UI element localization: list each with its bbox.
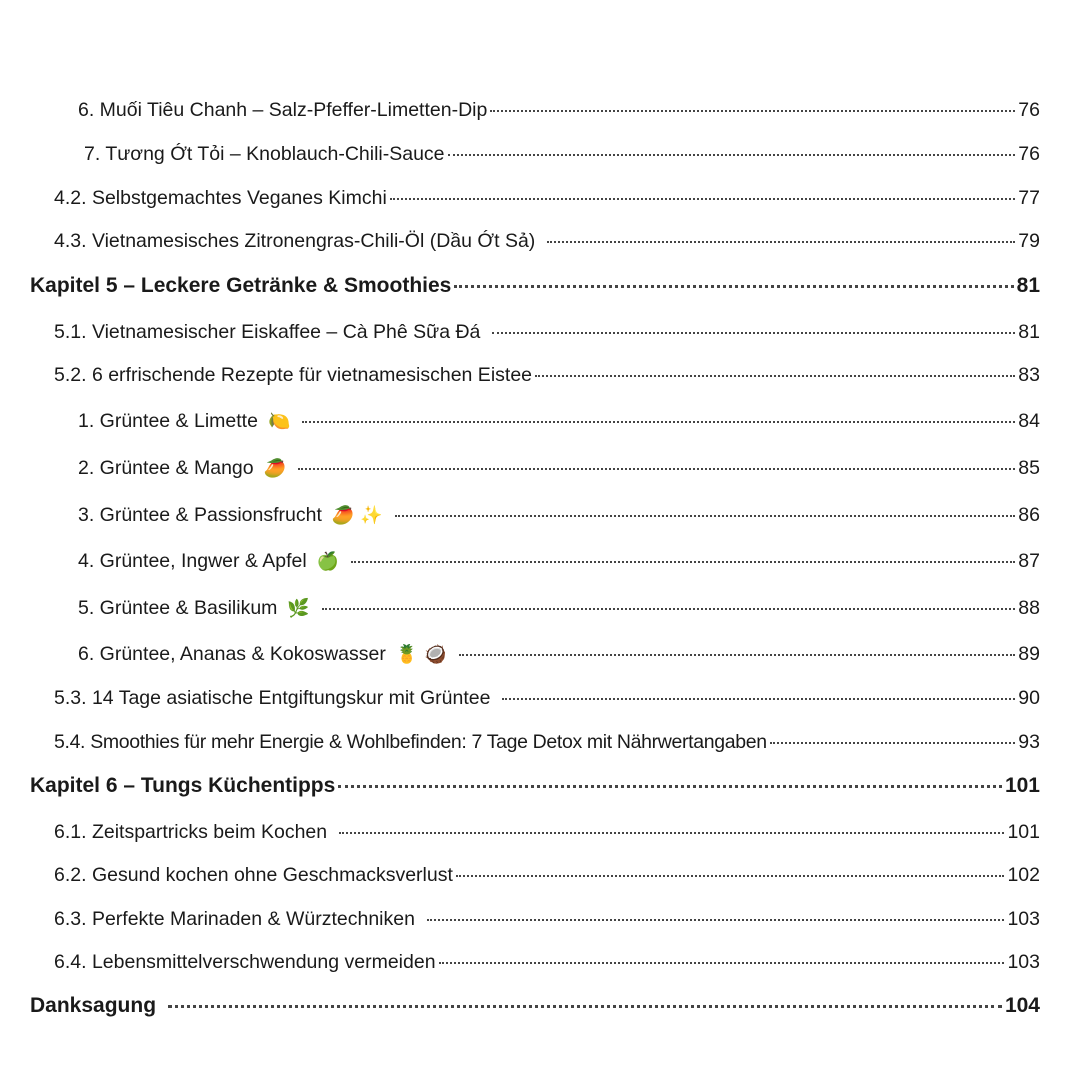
toc-entry-title: 4. Grüntee, Ingwer & Apfel xyxy=(78,550,307,572)
toc-page-number: 101 xyxy=(1004,774,1040,797)
toc-entry-title: 1. Grüntee & Limette xyxy=(78,410,258,432)
toc-page-number: 85 xyxy=(1018,457,1040,479)
toc-page-number: 103 xyxy=(1007,951,1040,973)
mango-icon: 🥭 xyxy=(331,505,355,525)
herb-icon: 🌿 xyxy=(287,598,310,618)
toc-entry-title: 6. Grüntee, Ananas & Kokoswasser xyxy=(78,643,386,665)
toc-entry-5-2[interactable] xyxy=(54,362,1040,388)
toc-page-number: 88 xyxy=(1018,597,1040,619)
dot-leader xyxy=(454,285,1013,288)
toc-entry-danksagung[interactable] xyxy=(30,993,1040,1019)
dot-leader xyxy=(168,1005,1002,1008)
toc-page-number: 86 xyxy=(1018,504,1040,526)
toc-page-number: 81 xyxy=(1018,321,1040,343)
toc-entry-title: 5.4. Smoothies für mehr Energie & Wohlbefinden: 7 Tage Detox mit Nährwertangaben xyxy=(54,731,767,753)
toc-entry-title: 5.1. Vietnamesischer Eiskaffee – Cà Phê Sữa Đá xyxy=(54,321,481,343)
dot-leader xyxy=(492,332,1015,334)
mango-icon: 🥭 xyxy=(263,458,287,478)
toc-entry-tea-5[interactable] xyxy=(78,595,1040,621)
toc-entry-tea-2[interactable] xyxy=(78,455,1040,481)
toc-page-number: 84 xyxy=(1018,410,1040,432)
toc-page-number: 90 xyxy=(1018,687,1040,709)
green-apple-icon: 🍏 xyxy=(316,551,340,571)
dot-leader xyxy=(427,919,1005,921)
toc-page-number: 103 xyxy=(1007,908,1040,930)
sparkles-icon: ✨ xyxy=(360,505,383,525)
toc-page-number: 102 xyxy=(1007,864,1040,886)
toc-chapter-title: Kapitel 5 – Leckere Getränke & Smoothies xyxy=(30,274,452,297)
toc-entry-tea-3[interactable] xyxy=(78,502,1040,528)
toc-page-number: 83 xyxy=(1018,364,1040,386)
toc-entry-title: 4.3. Vietnamesisches Zitronengras-Chili-Öl (Dầu Ớt Sả) xyxy=(54,230,536,252)
dot-leader xyxy=(302,421,1015,423)
toc-entry-4-2[interactable] xyxy=(54,185,1040,211)
dot-leader xyxy=(770,742,1016,744)
toc-entry-title: 3. Grüntee & Passionsfrucht xyxy=(78,504,322,526)
dot-leader xyxy=(456,875,1005,877)
dot-leader xyxy=(535,375,1015,377)
dot-leader xyxy=(502,698,1015,700)
toc-entry-recipe-7[interactable] xyxy=(84,141,1040,167)
pineapple-icon: 🍍 xyxy=(395,644,419,664)
toc-chapter-5[interactable] xyxy=(30,273,1040,299)
toc-entry-6-4[interactable] xyxy=(54,949,1040,975)
toc-entry-title: 6. Muối Tiêu Chanh – Salz-Pfeffer-Limetten-Dip xyxy=(78,99,488,121)
toc-page-number: 87 xyxy=(1018,550,1040,572)
dot-leader xyxy=(490,110,1015,112)
toc-entry-6-1[interactable] xyxy=(54,819,1040,845)
toc-chapter-6[interactable] xyxy=(30,773,1040,799)
dot-leader xyxy=(395,515,1016,517)
toc-entry-6-3[interactable] xyxy=(54,906,1040,932)
toc-chapter-title: Kapitel 6 – Tungs Küchentipps xyxy=(30,774,336,797)
dot-leader xyxy=(298,468,1015,470)
coconut-icon: 🥥 xyxy=(424,644,447,664)
toc-page-number: 77 xyxy=(1018,187,1040,209)
toc-page-number: 76 xyxy=(1018,99,1040,121)
toc-entry-title: 6.3. Perfekte Marinaden & Würztechniken xyxy=(54,908,415,930)
toc-chapter-title: Danksagung xyxy=(30,994,157,1017)
toc-entry-title: 6.4. Lebensmittelverschwendung vermeiden xyxy=(54,951,436,973)
toc-entry-title: 4.2. Selbstgemachtes Veganes Kimchi xyxy=(54,187,387,209)
toc-entry-title: 5.3. 14 Tage asiatische Entgiftungskur mit Grüntee xyxy=(54,687,491,709)
toc-entry-tea-6[interactable] xyxy=(78,641,1040,667)
toc-entry-title: 7. Tương Ớt Tỏi – Knoblauch-Chili-Sauce xyxy=(84,143,445,165)
toc-page-number: 93 xyxy=(1018,731,1040,753)
dot-leader xyxy=(390,198,1016,200)
toc-page-number: 81 xyxy=(1016,274,1040,297)
toc-entry-title: 6.2. Gesund kochen ohne Geschmacksverlust xyxy=(54,864,453,886)
toc-entry-title: 5.2. 6 erfrischende Rezepte für vietnamesischen Eistee xyxy=(54,364,533,386)
lemon-icon: 🍋 xyxy=(267,411,291,431)
dot-leader xyxy=(339,832,1004,834)
dot-leader xyxy=(448,154,1016,156)
toc-entry-title: 6.1. Zeitspartricks beim Kochen xyxy=(54,821,328,843)
dot-leader xyxy=(459,654,1016,656)
toc-entry-6-2[interactable] xyxy=(54,862,1040,888)
toc-entry-tea-4[interactable] xyxy=(78,548,1040,574)
dot-leader xyxy=(338,785,1002,788)
toc-page-number: 79 xyxy=(1018,230,1040,252)
toc-page-number: 76 xyxy=(1018,143,1040,165)
toc-entry-recipe-6[interactable] xyxy=(78,97,1040,123)
dot-leader xyxy=(351,561,1015,563)
toc-entry-5-1[interactable] xyxy=(54,319,1040,345)
dot-leader xyxy=(322,608,1015,610)
dot-leader xyxy=(439,962,1005,964)
toc-entry-title: 5. Grüntee & Basilikum xyxy=(78,597,278,619)
dot-leader xyxy=(547,241,1015,243)
toc-entry-title: 2. Grüntee & Mango xyxy=(78,457,254,479)
toc-entry-5-4[interactable] xyxy=(54,729,1040,755)
toc-entry-5-3[interactable] xyxy=(54,685,1040,711)
toc-entry-tea-1[interactable] xyxy=(78,408,1040,434)
toc-page-number: 101 xyxy=(1007,821,1040,843)
toc-entry-4-3[interactable] xyxy=(54,228,1040,254)
toc-page-number: 89 xyxy=(1018,643,1040,665)
toc-page-number: 104 xyxy=(1004,994,1040,1017)
